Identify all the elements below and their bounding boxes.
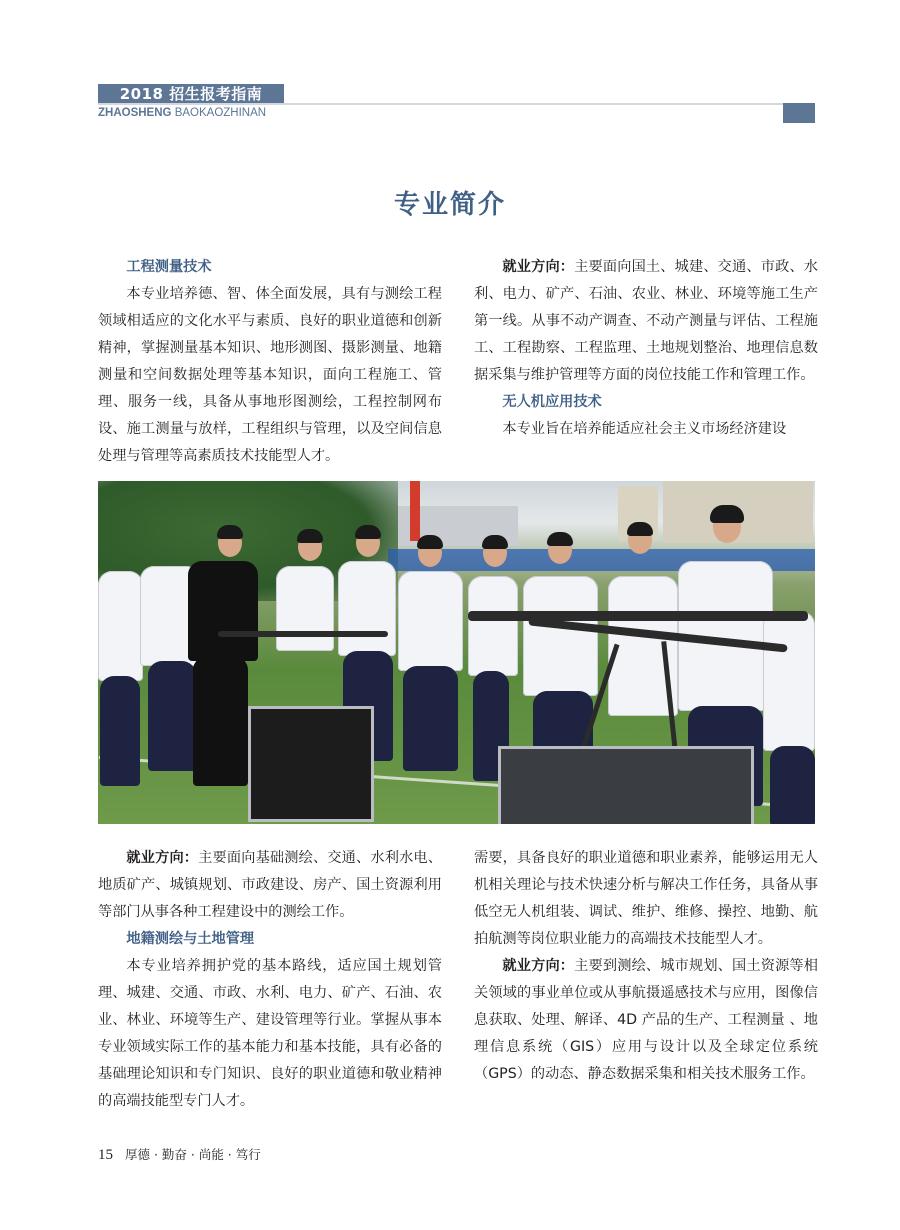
header-subtitle-bold: ZHAOSHENG xyxy=(98,107,172,119)
photo-person xyxy=(338,561,396,656)
section-paragraph-continued: 需要，具备良好的职业道德和职业素养，能够运用无人机相关理论与技术快速分析与解决工作任务，具备从事低空无人机组装、调试、维护、维修、操控、地勤、航拍航测等岗位职业能力的高端技术技能型人才。 xyxy=(474,850,818,947)
column-bottom-left xyxy=(98,845,442,1115)
photo-person xyxy=(148,661,196,771)
header-subtitle-light: BAOKAOZHINAN xyxy=(174,107,267,119)
photo-person xyxy=(763,611,815,751)
photo-hair xyxy=(217,525,243,539)
header-square-decoration xyxy=(783,103,815,123)
employment-text: 主要到测绘、城市规划、国土资源等相关领域的事业单位或从事航摄遥感技术与应用，图像信息获取、处理、解译、4D 产品的生产、工程测量 、地理信息系统（GIS）应用与设计以及全球定位系统（GPS）的动态、静态数据采集和相关技术服务工作。 xyxy=(474,958,818,1082)
photo-person xyxy=(398,571,463,671)
photo-person xyxy=(100,676,140,786)
section-paragraph: 本专业培养德、智、体全面发展，具有与测绘工程领域相适应的文化水平与素质、良好的职业道德和创新精神，掌握测量基本知识、地形测图、摄影测量、地籍测量和空间数据处理等基本知识，面向工程施工、管理、服务一线，具备从事地形图测绘，工程控制网布设、施工测量与放样，工程组织与管理，以及空间信息处理与管理等高素质技术技能型人才。 xyxy=(98,286,442,464)
column-bottom-right xyxy=(474,845,818,1088)
photo-instructor xyxy=(193,656,248,786)
photo-hair xyxy=(417,535,443,549)
photo-person xyxy=(276,566,334,651)
section-paragraph: 本专业培养拥护党的基本路线，适应国土规划管理、城建、交通、市政、水利、电力、矿产、石油、农业、林业、环境等生产、建设管理等行业。掌握从事本专业领域实际工作的基本能力和基本技能，具有必备的基础理论知识和专门知识、良好的职业道德和敬业精神的高端技能型专门人才。 xyxy=(98,958,442,1109)
photo-hair xyxy=(355,525,381,539)
employment-label: 就业方向： xyxy=(502,958,575,974)
photo-hair xyxy=(710,505,744,523)
photo-hair xyxy=(297,529,323,543)
photo-person xyxy=(468,576,518,676)
photo-drone-arm xyxy=(468,611,808,621)
employment-paragraph xyxy=(474,254,818,389)
drone-demonstration-photo xyxy=(98,481,815,824)
section-heading-cadastral-survey: 地籍测绘与土地管理 xyxy=(126,931,255,947)
section-heading-drone-tech: 无人机应用技术 xyxy=(502,394,602,410)
photo-person xyxy=(523,576,598,696)
employment-text: 主要面向基础测绘、交通、水利水电、地质矿产、城镇规划、市政建设、房产、国土资源利用等部门从事各种工程建设中的测绘工作。 xyxy=(98,850,442,920)
employment-label: 就业方向： xyxy=(502,259,575,275)
photo-hair xyxy=(482,535,508,549)
photo-equipment-case xyxy=(248,706,374,822)
header-subtitle xyxy=(98,106,266,120)
employment-label: 就业方向： xyxy=(126,850,199,866)
column-top-left xyxy=(98,254,442,470)
header-rule xyxy=(98,103,815,105)
section-heading-engineering-survey: 工程测量技术 xyxy=(126,259,212,275)
header-band xyxy=(98,84,284,104)
section-paragraph: 本专业旨在培养能适应社会主义市场经济建设 xyxy=(502,421,787,437)
photo-person xyxy=(770,746,815,824)
photo-hair xyxy=(627,522,653,536)
header-title: 2018 招生报考指南 xyxy=(119,85,263,103)
page-footer xyxy=(98,1145,261,1164)
page-title: 专业简介 xyxy=(393,190,506,220)
photo-equipment-case xyxy=(498,746,754,824)
photo-drone-arm xyxy=(218,631,388,637)
photo-person xyxy=(403,666,458,771)
footer-motto: 厚德 · 勤奋 · 尚能 · 笃行 xyxy=(124,1147,261,1162)
employment-paragraph xyxy=(98,845,442,926)
employment-paragraph xyxy=(474,953,818,1088)
employment-text: 主要面向国土、城建、交通、市政、水利、电力、矿产、石油、农业、林业、环境等施工生产第一线。从事不动产调查、不动产测量与评估、工程施工、工程勘察、工程监理、土地规划整治、地理信息数据采集与维护管理等方面的岗位技能工作和管理工作。 xyxy=(474,259,818,383)
photo-hair xyxy=(547,532,573,546)
photo-crane xyxy=(410,481,420,541)
column-top-right xyxy=(474,254,818,443)
photo-instructor xyxy=(188,561,258,661)
page-number: 15 xyxy=(98,1147,113,1163)
photo-person xyxy=(98,571,143,681)
